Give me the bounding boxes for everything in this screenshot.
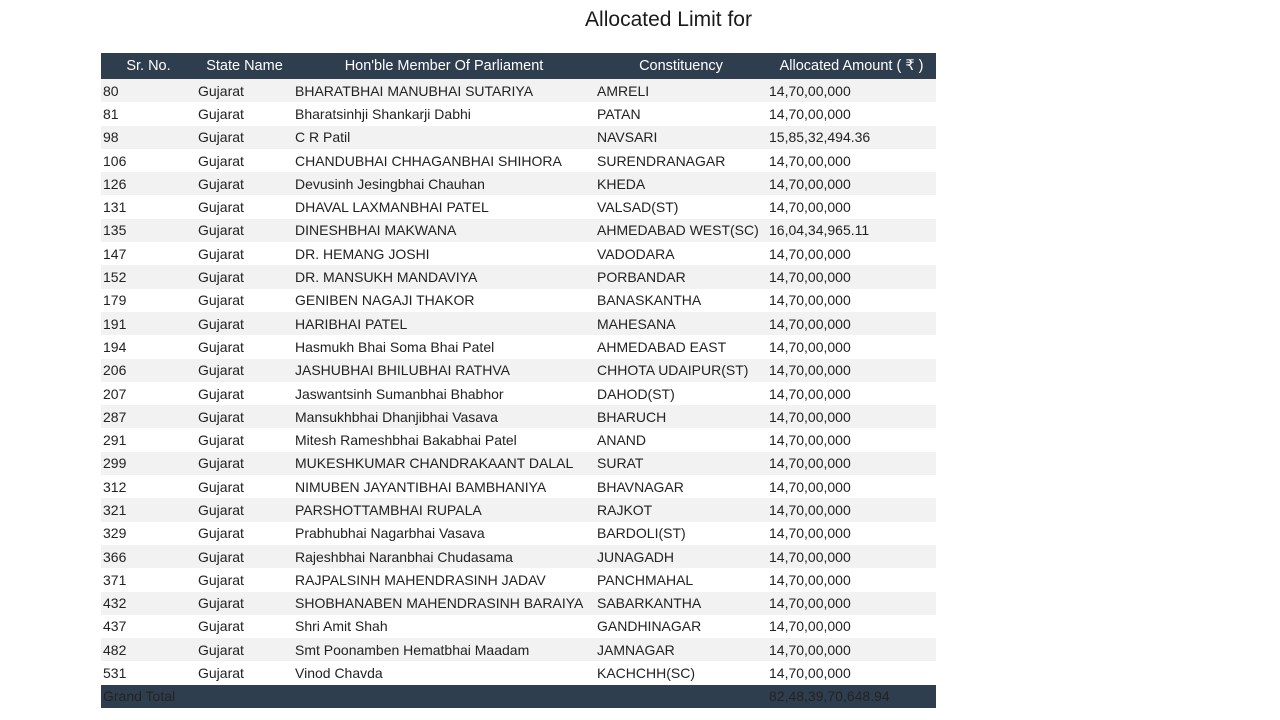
cell-state-name: Gujarat <box>196 242 293 265</box>
cell-allocated-amount: 14,70,00,000 <box>767 522 936 545</box>
cell-member-name: GENIBEN NAGAJI THAKOR <box>293 289 595 312</box>
cell-member-name: RAJPALSINH MAHENDRASINH JADAV <box>293 568 595 591</box>
table-row <box>101 522 936 545</box>
cell-constituency: KACHCHH(SC) <box>595 661 767 684</box>
cell-allocated-amount: 14,70,00,000 <box>767 475 936 498</box>
cell-sr-no: 371 <box>101 568 196 591</box>
cell-sr-no: 366 <box>101 545 196 568</box>
table-row <box>101 428 936 451</box>
table-row <box>101 335 936 358</box>
cell-state-name: Gujarat <box>196 289 293 312</box>
cell-sr-no: 291 <box>101 428 196 451</box>
grand-total-spacer <box>293 685 595 708</box>
cell-allocated-amount: 14,70,00,000 <box>767 545 936 568</box>
cell-state-name: Gujarat <box>196 359 293 382</box>
cell-member-name: NIMUBEN JAYANTIBHAI BAMBHANIYA <box>293 475 595 498</box>
cell-state-name: Gujarat <box>196 172 293 195</box>
cell-sr-no: 207 <box>101 382 196 405</box>
cell-sr-no: 312 <box>101 475 196 498</box>
table-row <box>101 452 936 475</box>
cell-allocated-amount: 14,70,00,000 <box>767 172 936 195</box>
cell-constituency: PATAN <box>595 102 767 125</box>
table-row <box>101 615 936 638</box>
cell-sr-no: 191 <box>101 312 196 335</box>
cell-constituency: NAVSARI <box>595 126 767 149</box>
cell-state-name: Gujarat <box>196 79 293 102</box>
cell-sr-no: 329 <box>101 522 196 545</box>
cell-state-name: Gujarat <box>196 405 293 428</box>
cell-constituency: JAMNAGAR <box>595 638 767 661</box>
cell-constituency: BARDOLI(ST) <box>595 522 767 545</box>
cell-allocated-amount: 14,70,00,000 <box>767 195 936 218</box>
cell-constituency: MAHESANA <box>595 312 767 335</box>
table-row <box>101 405 936 428</box>
cell-state-name: Gujarat <box>196 615 293 638</box>
cell-state-name: Gujarat <box>196 568 293 591</box>
table-row <box>101 289 936 312</box>
cell-member-name: DINESHBHAI MAKWANA <box>293 219 595 242</box>
cell-allocated-amount: 14,70,00,000 <box>767 428 936 451</box>
grand-total-spacer <box>196 685 293 708</box>
cell-sr-no: 482 <box>101 638 196 661</box>
cell-allocated-amount: 14,70,00,000 <box>767 661 936 684</box>
cell-constituency: VADODARA <box>595 242 767 265</box>
cell-constituency: PANCHMAHAL <box>595 568 767 591</box>
cell-member-name: JASHUBHAI BHILUBHAI RATHVA <box>293 359 595 382</box>
cell-member-name: Smt Poonamben Hematbhai Maadam <box>293 638 595 661</box>
cell-state-name: Gujarat <box>196 475 293 498</box>
table-row <box>101 568 936 591</box>
table-row <box>101 312 936 335</box>
cell-state-name: Gujarat <box>196 219 293 242</box>
table-header-row <box>101 53 936 79</box>
cell-member-name: MUKESHKUMAR CHANDRAKAANT DALAL <box>293 452 595 475</box>
cell-allocated-amount: 14,70,00,000 <box>767 638 936 661</box>
cell-allocated-amount: 14,70,00,000 <box>767 615 936 638</box>
header-constituency: Constituency <box>595 53 767 79</box>
table-row <box>101 242 936 265</box>
table-row <box>101 149 936 172</box>
table-row <box>101 475 936 498</box>
table-row <box>101 126 936 149</box>
table-row <box>101 592 936 615</box>
cell-member-name: Devusinh Jesingbhai Chauhan <box>293 172 595 195</box>
cell-sr-no: 131 <box>101 195 196 218</box>
allocation-table <box>101 53 936 708</box>
cell-allocated-amount: 14,70,00,000 <box>767 335 936 358</box>
cell-constituency: BHARUCH <box>595 405 767 428</box>
cell-state-name: Gujarat <box>196 312 293 335</box>
cell-sr-no: 135 <box>101 219 196 242</box>
cell-allocated-amount: 14,70,00,000 <box>767 312 936 335</box>
cell-allocated-amount: 14,70,00,000 <box>767 452 936 475</box>
cell-member-name: PARSHOTTAMBHAI RUPALA <box>293 498 595 521</box>
cell-constituency: AHMEDABAD EAST <box>595 335 767 358</box>
table-row <box>101 195 936 218</box>
page-title: Allocated Limit for <box>585 8 752 31</box>
cell-state-name: Gujarat <box>196 498 293 521</box>
cell-member-name: Shri Amit Shah <box>293 615 595 638</box>
table-row <box>101 638 936 661</box>
cell-member-name: DHAVAL LAXMANBHAI PATEL <box>293 195 595 218</box>
cell-member-name: Mitesh Rameshbhai Bakabhai Patel <box>293 428 595 451</box>
cell-member-name: Hasmukh Bhai Soma Bhai Patel <box>293 335 595 358</box>
cell-sr-no: 206 <box>101 359 196 382</box>
cell-state-name: Gujarat <box>196 126 293 149</box>
table-body <box>101 79 936 685</box>
cell-sr-no: 126 <box>101 172 196 195</box>
header-member-of-parliament: Hon'ble Member Of Parliament <box>293 53 595 79</box>
cell-allocated-amount: 14,70,00,000 <box>767 382 936 405</box>
cell-allocated-amount: 14,70,00,000 <box>767 405 936 428</box>
cell-sr-no: 147 <box>101 242 196 265</box>
grand-total-label: Grand Total <box>101 685 196 708</box>
cell-allocated-amount: 14,70,00,000 <box>767 592 936 615</box>
grand-total-amount: 82,48,39,70,648.94 <box>767 685 936 708</box>
cell-state-name: Gujarat <box>196 382 293 405</box>
cell-state-name: Gujarat <box>196 592 293 615</box>
cell-constituency: SURAT <box>595 452 767 475</box>
table-row <box>101 79 936 102</box>
cell-sr-no: 321 <box>101 498 196 521</box>
cell-allocated-amount: 14,70,00,000 <box>767 359 936 382</box>
cell-state-name: Gujarat <box>196 545 293 568</box>
cell-sr-no: 179 <box>101 289 196 312</box>
cell-constituency: JUNAGADH <box>595 545 767 568</box>
cell-constituency: CHHOTA UDAIPUR(ST) <box>595 359 767 382</box>
cell-constituency: DAHOD(ST) <box>595 382 767 405</box>
cell-state-name: Gujarat <box>196 195 293 218</box>
cell-allocated-amount: 14,70,00,000 <box>767 265 936 288</box>
cell-state-name: Gujarat <box>196 428 293 451</box>
grand-total-spacer <box>595 685 767 708</box>
cell-constituency: AHMEDABAD WEST(SC) <box>595 219 767 242</box>
table-row <box>101 382 936 405</box>
header-allocated-amount: Allocated Amount ( ₹ ) <box>767 53 936 79</box>
cell-sr-no: 106 <box>101 149 196 172</box>
table-row <box>101 219 936 242</box>
cell-state-name: Gujarat <box>196 661 293 684</box>
cell-state-name: Gujarat <box>196 149 293 172</box>
cell-sr-no: 432 <box>101 592 196 615</box>
cell-sr-no: 80 <box>101 79 196 102</box>
table-row <box>101 359 936 382</box>
grand-total-row <box>101 685 936 708</box>
cell-allocated-amount: 14,70,00,000 <box>767 568 936 591</box>
cell-member-name: DR. MANSUKH MANDAVIYA <box>293 265 595 288</box>
cell-member-name: Bharatsinhji Shankarji Dabhi <box>293 102 595 125</box>
cell-state-name: Gujarat <box>196 522 293 545</box>
cell-member-name: Mansukhbhai Dhanjibhai Vasava <box>293 405 595 428</box>
cell-sr-no: 81 <box>101 102 196 125</box>
cell-state-name: Gujarat <box>196 335 293 358</box>
cell-allocated-amount: 16,04,34,965.11 <box>767 219 936 242</box>
table-row <box>101 265 936 288</box>
cell-member-name: C R Patil <box>293 126 595 149</box>
cell-member-name: HARIBHAI PATEL <box>293 312 595 335</box>
cell-sr-no: 299 <box>101 452 196 475</box>
cell-state-name: Gujarat <box>196 638 293 661</box>
cell-constituency: BHAVNAGAR <box>595 475 767 498</box>
cell-state-name: Gujarat <box>196 452 293 475</box>
cell-constituency: ANAND <box>595 428 767 451</box>
cell-constituency: GANDHINAGAR <box>595 615 767 638</box>
cell-member-name: BHARATBHAI MANUBHAI SUTARIYA <box>293 79 595 102</box>
cell-sr-no: 194 <box>101 335 196 358</box>
cell-constituency: BANASKANTHA <box>595 289 767 312</box>
cell-constituency: VALSAD(ST) <box>595 195 767 218</box>
cell-constituency: RAJKOT <box>595 498 767 521</box>
cell-constituency: SURENDRANAGAR <box>595 149 767 172</box>
cell-member-name: DR. HEMANG JOSHI <box>293 242 595 265</box>
cell-sr-no: 437 <box>101 615 196 638</box>
cell-state-name: Gujarat <box>196 265 293 288</box>
cell-sr-no: 287 <box>101 405 196 428</box>
cell-member-name: CHANDUBHAI CHHAGANBHAI SHIHORA <box>293 149 595 172</box>
cell-member-name: Vinod Chavda <box>293 661 595 684</box>
table-row <box>101 498 936 521</box>
cell-member-name: SHOBHANABEN MAHENDRASINH BARAIYA <box>293 592 595 615</box>
cell-allocated-amount: 14,70,00,000 <box>767 102 936 125</box>
cell-allocated-amount: 14,70,00,000 <box>767 79 936 102</box>
cell-member-name: Prabhubhai Nagarbhai Vasava <box>293 522 595 545</box>
cell-member-name: Jaswantsinh Sumanbhai Bhabhor <box>293 382 595 405</box>
cell-allocated-amount: 14,70,00,000 <box>767 149 936 172</box>
cell-constituency: KHEDA <box>595 172 767 195</box>
header-sr-no: Sr. No. <box>101 53 196 79</box>
table-row <box>101 172 936 195</box>
cell-allocated-amount: 14,70,00,000 <box>767 289 936 312</box>
cell-allocated-amount: 14,70,00,000 <box>767 498 936 521</box>
header-state-name: State Name <box>196 53 293 79</box>
cell-constituency: PORBANDAR <box>595 265 767 288</box>
cell-sr-no: 152 <box>101 265 196 288</box>
table-row <box>101 661 936 684</box>
cell-constituency: SABARKANTHA <box>595 592 767 615</box>
table-row <box>101 102 936 125</box>
cell-allocated-amount: 14,70,00,000 <box>767 242 936 265</box>
cell-member-name: Rajeshbhai Naranbhai Chudasama <box>293 545 595 568</box>
cell-constituency: AMRELI <box>595 79 767 102</box>
table-row <box>101 545 936 568</box>
cell-sr-no: 98 <box>101 126 196 149</box>
cell-sr-no: 531 <box>101 661 196 684</box>
cell-state-name: Gujarat <box>196 102 293 125</box>
cell-allocated-amount: 15,85,32,494.36 <box>767 126 936 149</box>
